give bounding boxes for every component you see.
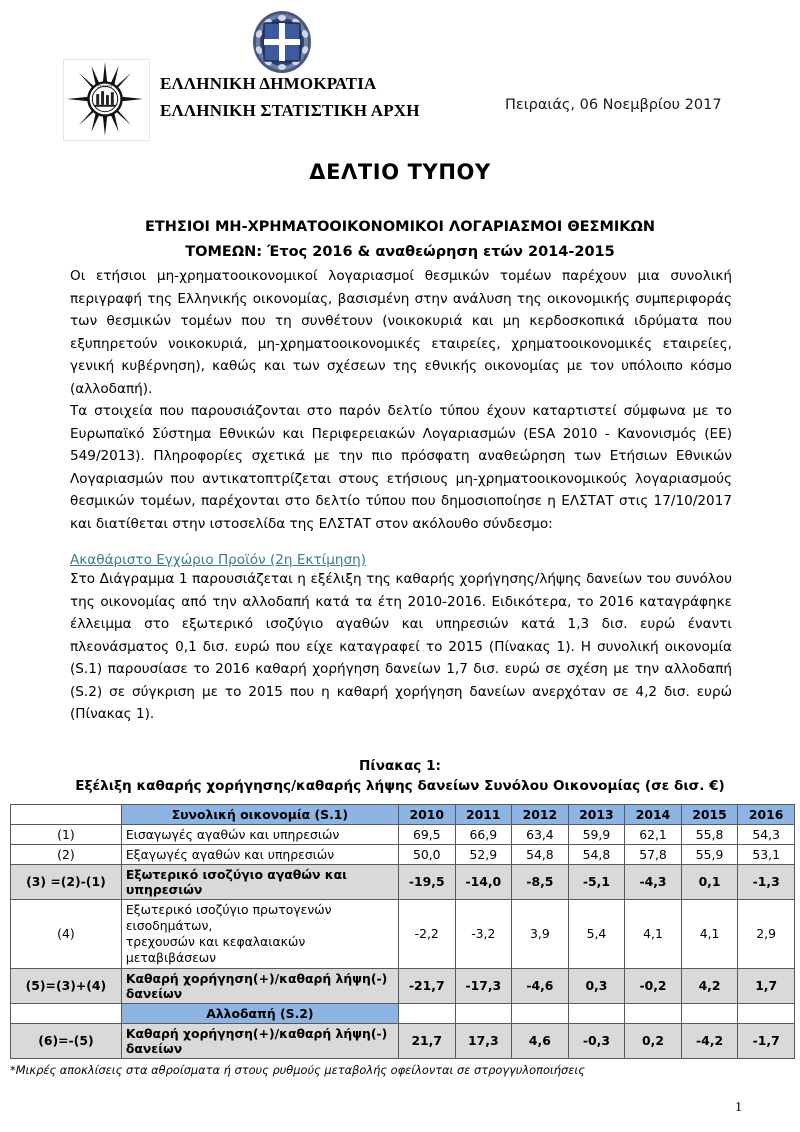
cell-2-2014: 57,8: [625, 844, 682, 864]
cell-1-2010: 69,5: [398, 824, 455, 844]
row-label-3: Εξωτερικό ισοζύγιο αγαθών και υπηρεσιών: [121, 864, 398, 899]
cell-1-2016: 54,3: [738, 824, 795, 844]
section-header-rest-of-world: Αλλοδαπή (S.2): [121, 1003, 398, 1023]
cell-6-2010: 21,7: [398, 1023, 455, 1058]
cell-3-2016: -1,3: [738, 864, 795, 899]
table-row: [11, 824, 795, 844]
org-name-line-2: ΕΛΛΗΝΙΚΗ ΣΤΑΤΙΣΤΙΚΗ ΑΡΧΗ: [160, 101, 420, 120]
cell-5-2010: -21,7: [398, 968, 455, 1003]
greek-coat-of-arms-icon: [243, 8, 321, 76]
page-number: 1: [735, 1100, 742, 1115]
table-row: [11, 844, 795, 864]
gdp-second-estimate-link[interactable]: Ακαθάριστο Εγχώριο Προϊόν (2η Εκτίμηση): [70, 552, 367, 568]
cell-5-2014: -0,2: [625, 968, 682, 1003]
year-header-2013: 2013: [568, 804, 625, 824]
row-code-5: (5)=(3)+(4): [11, 968, 122, 1003]
section-blank-2016: [738, 1003, 795, 1023]
section-blank-2013: [568, 1003, 625, 1023]
cell-4-2015: 4,1: [681, 899, 738, 968]
table-row: [11, 968, 795, 1003]
cell-3-2014: -4,3: [625, 864, 682, 899]
row-label-4: [121, 899, 398, 968]
subtitle-line-1: ΕΤΗΣΙΟΙ ΜΗ-ΧΡΗΜΑΤΟΟΙΚΟΝΟΜΙΚΟΙ ΛΟΓΑΡΙΑΣΜΟΙ ΘΕΣΜΙΚΩΝ: [145, 219, 655, 235]
cell-1-2015: 55,8: [681, 824, 738, 844]
press-release-subtitle: [0, 215, 800, 265]
table-caption-line-2: Εξέλιξη καθαρής χορήγησης/καθαρής λήψης δανείων Συνόλου Οικονομίας (σε δισ. €): [75, 777, 725, 794]
cell-5-2012: -4,6: [512, 968, 569, 1003]
row-code-4: (4): [11, 899, 122, 968]
cell-3-2015: 0,1: [681, 864, 738, 899]
table-container: [10, 804, 795, 1059]
cell-4-2013: 5,4: [568, 899, 625, 968]
cell-2-2013: 54,8: [568, 844, 625, 864]
section-blank-2015: [681, 1003, 738, 1023]
row-code-3: (3) =(2)-(1): [11, 864, 122, 899]
elstat-compass-star-icon: [63, 59, 150, 141]
cell-4-2011: -3,2: [455, 899, 512, 968]
row-label-5: Καθαρή χορήγηση(+)/καθαρή λήψη(-) δανείων: [121, 968, 398, 1003]
cell-6-2016: -1,7: [738, 1023, 795, 1058]
cell-4-2014: 4,1: [625, 899, 682, 968]
table-row: [11, 1023, 795, 1058]
table-section-row-rest-of-world: [11, 1003, 795, 1023]
row-code-2: (2): [11, 844, 122, 864]
subtitle-line-2: ΤΟΜΕΩΝ: Έτος 2016 & αναθεώρηση ετών 2014-2015: [185, 244, 615, 260]
row-label-4-line-1: Εξωτερικό ισοζύγιο πρωτογενών εισοδημάτων,: [125, 901, 332, 933]
cell-6-2012: 4,6: [512, 1023, 569, 1058]
section-blank-2010: [398, 1003, 455, 1023]
cell-3-2013: -5,1: [568, 864, 625, 899]
table-footnote: *Μικρές αποκλίσεις στα αθροίσματα ή στους ρυθμούς μεταβολής οφείλονται σε στρογγυλοποιήσεις: [10, 1062, 585, 1077]
document-body: [70, 265, 732, 726]
table-caption-line-1: Πίνακας 1:: [359, 757, 441, 774]
cell-2-2016: 53,1: [738, 844, 795, 864]
cell-1-2013: 59,9: [568, 824, 625, 844]
body-paragraph-1: Οι ετήσιοι μη-χρηματοοικονομικοί λογαριασμοί θεσμικών τομέων παρέχουν μια συνολική περιγραφή της Ελληνικής οικονομίας, βασισμένη στην ανάλυση της οικονομικής συμπεριφοράς των θεσμικών τομέων που τη συνθέτουν (νοικοκυριά και μη κερδοσκοπικά ιδρύματα που εξυπηρετούν νοικοκυριά, μη-χρηματοοικονομικές εταιρείες, χρηματοοικονομικές εταιρείες, γενική κυβέρνηση), καθώς και των σχέσεων της εθνικής οικονομίας με τον υπόλοιπο κόσμο (αλλοδαπή).: [70, 268, 732, 397]
cell-5-2015: 4,2: [681, 968, 738, 1003]
cell-3-2011: -14,0: [455, 864, 512, 899]
year-header-2015: 2015: [681, 804, 738, 824]
row-label-1: Εισαγωγές αγαθών και υπηρεσιών: [121, 824, 398, 844]
cell-5-2013: 0,3: [568, 968, 625, 1003]
cell-2-2015: 55,9: [681, 844, 738, 864]
cell-3-2012: -8,5: [512, 864, 569, 899]
cell-1-2014: 62,1: [625, 824, 682, 844]
place-and-date: Πειραιάς, 06 Νοεμβρίου 2017: [505, 97, 722, 113]
net-lending-table: [10, 804, 795, 1059]
organization-names: [160, 70, 420, 124]
cell-1-2011: 66,9: [455, 824, 512, 844]
row-code-6: (6)=-(5): [11, 1023, 122, 1058]
section-blank-2014: [625, 1003, 682, 1023]
section-header-total-economy: Συνολική οικονομία (S.1): [121, 804, 398, 824]
cell-2-2012: 54,8: [512, 844, 569, 864]
table-corner-cell: [11, 804, 122, 824]
table-header-row: [11, 804, 795, 824]
table-caption: [0, 756, 800, 796]
svg-text:ΣΤΑΤΙΣΤ: ΣΤΑΤΙΣΤ: [97, 83, 113, 89]
cell-3-2010: -19,5: [398, 864, 455, 899]
cell-2-2010: 50,0: [398, 844, 455, 864]
cell-6-2013: -0,3: [568, 1023, 625, 1058]
row-code-1: (1): [11, 824, 122, 844]
table-row: [11, 864, 795, 899]
cell-6-2014: 0,2: [625, 1023, 682, 1058]
section-blank-2012: [512, 1003, 569, 1023]
year-header-2011: 2011: [455, 804, 512, 824]
cell-6-2015: -4,2: [681, 1023, 738, 1058]
section-corner-cell: [11, 1003, 122, 1023]
cell-2-2011: 52,9: [455, 844, 512, 864]
body-paragraph-2: Τα στοιχεία που παρουσιάζονται στο παρόν δελτίο τύπου έχουν καταρτιστεί σύμφωνα με το Ευρωπαϊκό Σύστημα Εθνικών και Περιφερειακών Λογαριασμών (ESA 2010 - Κανονισμός (ΕΕ) 549/2013). Πληροφορίες σχετικά με την πιο πρόσφατη αναθεώρηση των Ετήσιων Εθνικών Λογαριασμών που αντικατοπτρίζεται στους ετήσιους μη-χρηματοοικονομικούς λογαριασμούς θεσμικών τομέων, παρέχονται στο δελτίο τύπου που δημοσιοποίησε η ΕΛΣΤΑΤ στις 17/10/2017 και διατίθεται στην ιστοσελίδα της ΕΛΣΤΑΤ στον ακόλουθο σύνδεσμο:: [70, 403, 732, 532]
year-header-2014: 2014: [625, 804, 682, 824]
table-row: [11, 899, 795, 968]
year-header-2010: 2010: [398, 804, 455, 824]
section-blank-2011: [455, 1003, 512, 1023]
row-label-2: Εξαγωγές αγαθών και υπηρεσιών: [121, 844, 398, 864]
year-header-2012: 2012: [512, 804, 569, 824]
year-header-2016: 2016: [738, 804, 795, 824]
cell-4-2010: -2,2: [398, 899, 455, 968]
row-label-4-line-2: τρεχουσών και κεφαλαιακών μεταβιβάσεων: [125, 933, 306, 965]
document-header: [0, 0, 800, 145]
cell-1-2012: 63,4: [512, 824, 569, 844]
cell-4-2012: 3,9: [512, 899, 569, 968]
cell-6-2011: 17,3: [455, 1023, 512, 1058]
cell-4-2016: 2,9: [738, 899, 795, 968]
org-name-line-1: ΕΛΛΗΝΙΚΗ ΔΗΜΟΚΡΑΤΙΑ: [160, 74, 377, 93]
cell-5-2016: 1,7: [738, 968, 795, 1003]
row-label-6: Καθαρή χορήγηση(+)/καθαρή λήψη(-) δανείων: [121, 1023, 398, 1058]
cell-5-2011: -17,3: [455, 968, 512, 1003]
body-paragraph-3: Στο Διάγραμμα 1 παρουσιάζεται η εξέλιξη της καθαρής χορήγησης/λήψης δανείων του συνόλου της οικονομίας από την αλλοδαπή κατά τα έτη 2010-2016. Ειδικότερα, το 2016 καταγράφηκε έλλειμμα στο εξωτερικό ισοζύγιο αγαθών και υπηρεσιών κατά 1,3 δισ. ευρώ έναντι πλεονάσματος 0,1 δισ. ευρώ που είχε καταγραφεί το 2015 (Πίνακας 1). Η συνολική οικονομία (S.1) παρουσίασε το 2016 καθαρή χορήγηση δανείων 1,7 δισ. ευρώ σε σχέση με την αλλοδαπή (S.2) σε σύγκριση με το 2015 που η καθαρή χορήγηση δανείων ανερχόταν σε 4,2 δισ. ευρώ (Πίνακας 1).: [70, 571, 732, 722]
press-release-title: ΔΕΛΤΙΟ ΤΥΠΟΥ: [309, 160, 491, 184]
